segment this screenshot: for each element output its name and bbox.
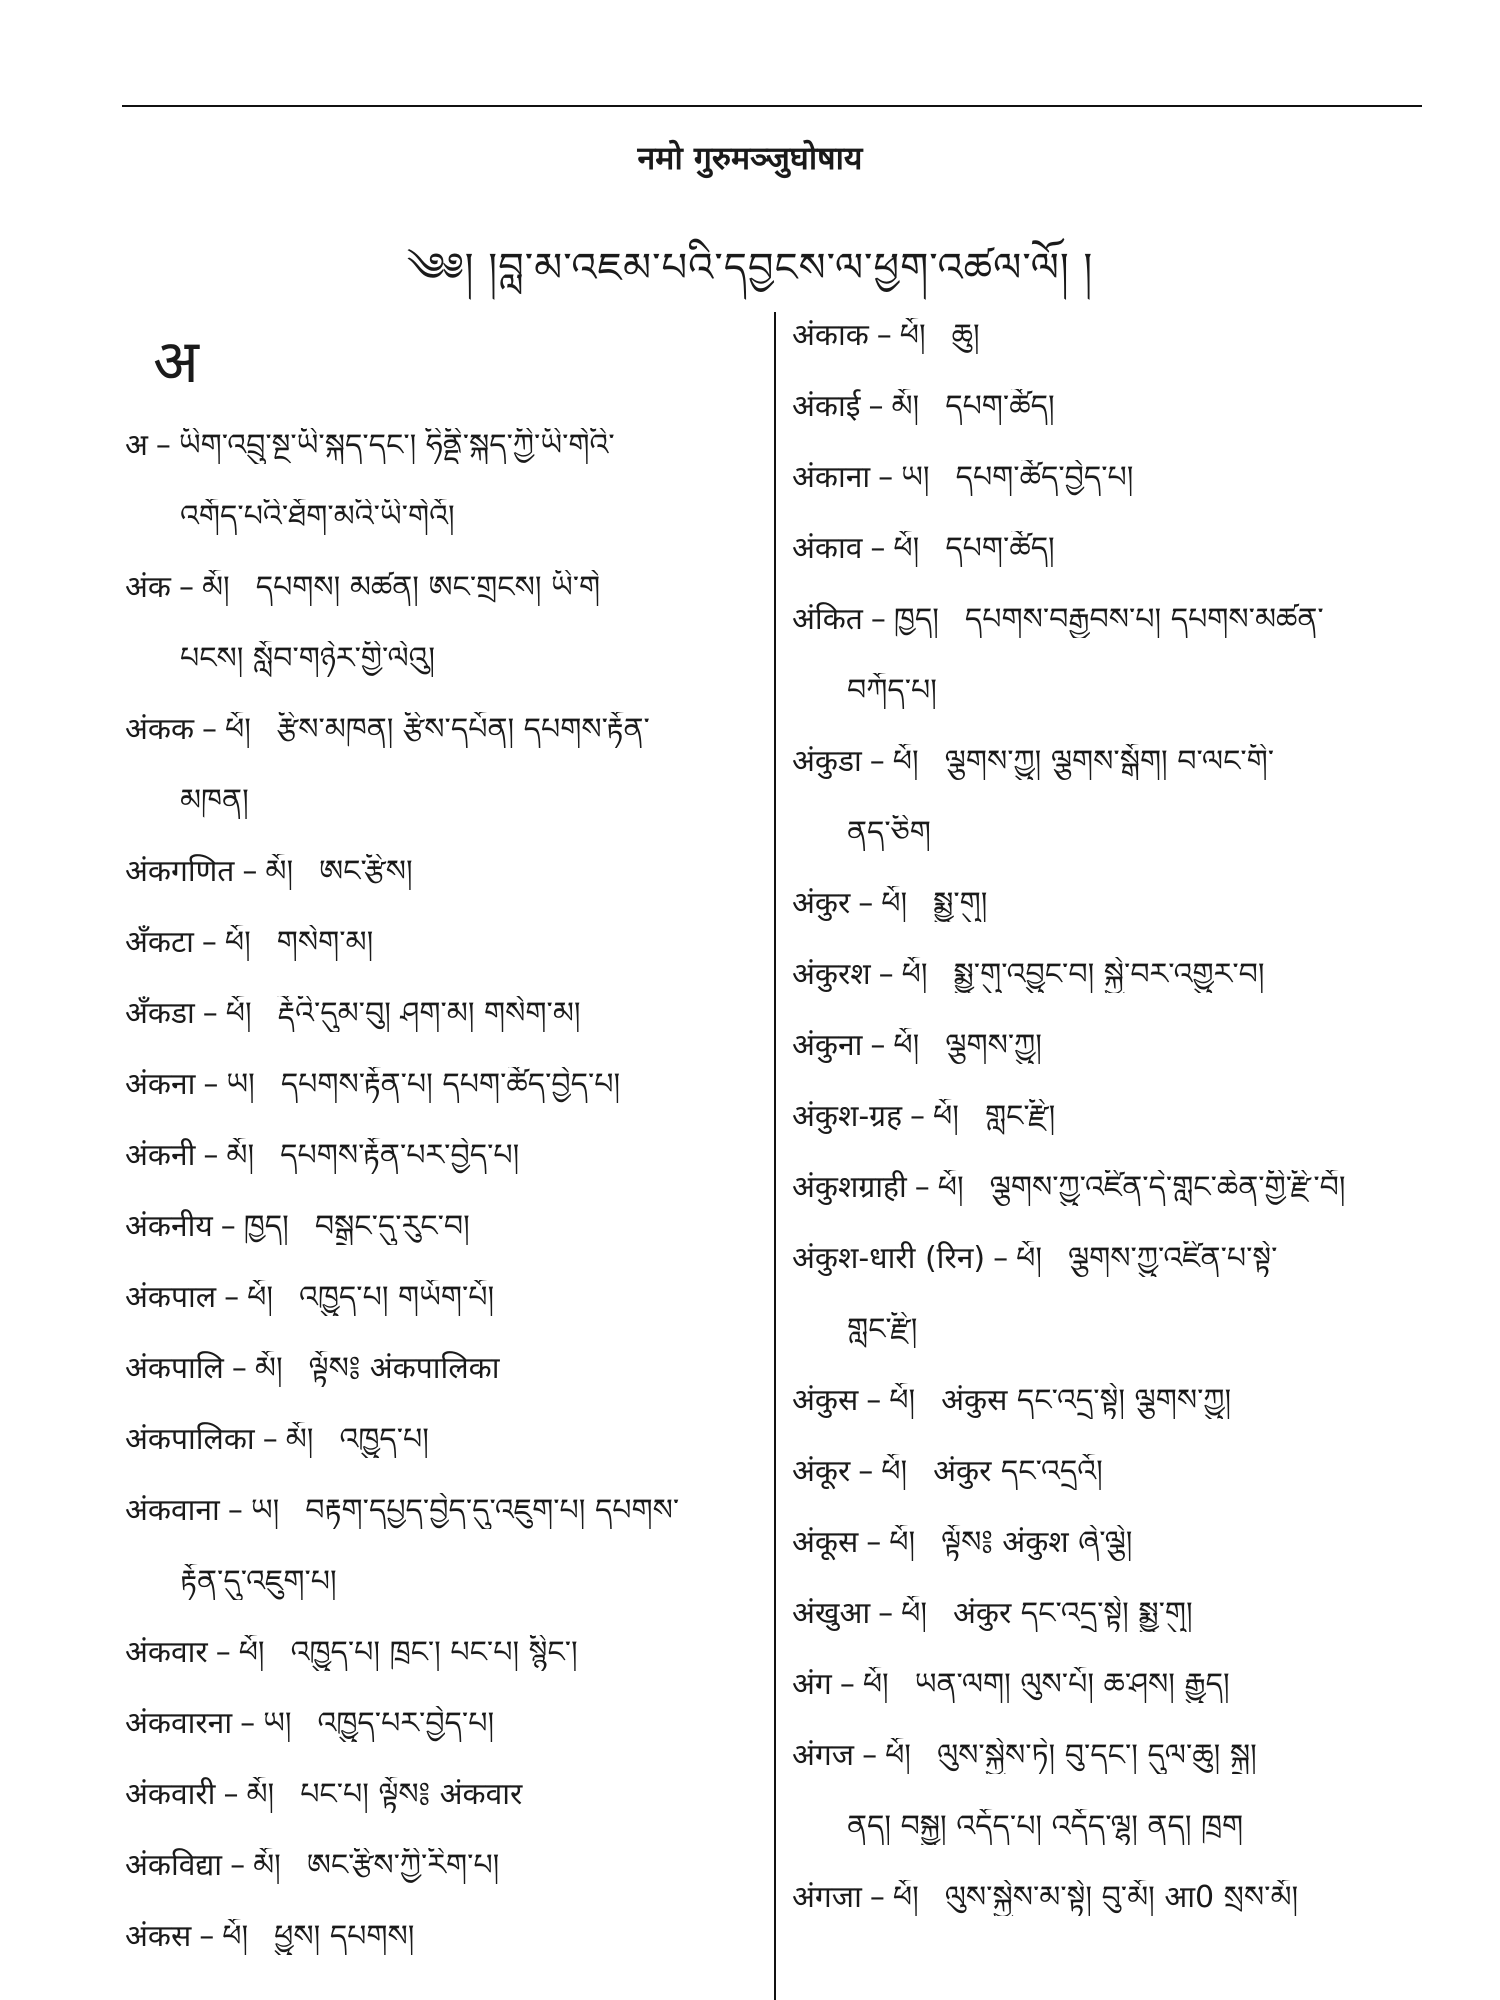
definition-text: སྨྱུ་གུ།: [933, 886, 988, 921]
grammar-tag: ཕོ།: [247, 1280, 274, 1315]
grammar-tag: ཕོ།: [901, 957, 928, 992]
grammar-tag: མོ།: [253, 1848, 281, 1883]
dictionary-entry: [125, 1777, 755, 1813]
headword: अंकुरश: [792, 957, 871, 992]
headword: अंकाई: [792, 389, 861, 424]
definition-text: अंकुर དང་འདྲའོ།: [933, 1454, 1103, 1489]
entry-first-line: [792, 1525, 1432, 1561]
headword: अँकडा: [125, 996, 195, 1031]
headword: अंक: [125, 570, 171, 605]
entry-continuation-line: [125, 641, 755, 677]
top-rule: [122, 105, 1422, 107]
dictionary-entry: [792, 602, 1432, 709]
grammar-tag: ཕོ།: [225, 996, 252, 1031]
grammar-tag: ཕོ།: [222, 1919, 249, 1954]
definition-text: རྩིས་མཁན། རྩིས་དཔོན། དཔགས་རྟོན་: [276, 712, 650, 747]
entry-first-line: [792, 1880, 1432, 1916]
definition-text: དཔགས། མཚན། ཨང་གྲངས། ཡི་གེ: [255, 570, 601, 605]
left-entry-list: [125, 428, 755, 1955]
dictionary-entry: [792, 1738, 1432, 1845]
definition-text: ལྕགས་ཀྱུ། ལྕགས་སྒོག། བ་ལང་གི་: [944, 744, 1275, 779]
entry-dash: –: [203, 1138, 219, 1173]
dictionary-entry: [792, 1880, 1432, 1916]
definition-text: བསྒྲང་དུ་རུང་བ།: [314, 1209, 470, 1244]
headword: अंकस: [125, 1919, 192, 1954]
headword: अंकूस: [792, 1525, 859, 1560]
headword: अंगज: [792, 1738, 855, 1773]
headword: अंकाना: [792, 460, 871, 495]
definition-text: དཔག་ཚོད།: [945, 531, 1055, 566]
definition-text: སྨྱུ་གུ་འབྱུང་བ། སྐྱེ་བར་འགྱུར་བ།: [953, 957, 1265, 992]
entry-dash: –: [240, 1706, 256, 1741]
dictionary-entry: [125, 1209, 755, 1245]
left-column: [125, 312, 755, 1990]
tibetan-invocation: ༄༅། །བླ་མ་འཇམ་པའི་དབྱངས་ལ་ཕྱག་འཚལ་ལོ། །: [406, 245, 1094, 291]
definition-text: ཕྱུས། དཔགས།: [274, 1919, 415, 1954]
entry-dash: –: [215, 1635, 231, 1670]
headword: अंकपाल: [125, 1280, 217, 1315]
dictionary-entry: [125, 925, 755, 961]
dictionary-entry: [792, 1525, 1432, 1561]
definition-text: ཡིག་འབྲུ་སྔ་ཡི་སྐད་དང་། ཧིནྡི་སྐད་ཀྱི་ཡི་གེའི་: [178, 428, 615, 463]
entry-dash: –: [910, 1099, 926, 1134]
grammar-tag: ཕོ།: [893, 1028, 920, 1063]
entry-first-line: [125, 1848, 755, 1884]
dictionary-entry: [125, 1280, 755, 1316]
entry-dash: –: [220, 1209, 236, 1244]
grammar-tag: མོ།: [246, 1777, 275, 1812]
entry-continuation-line: [792, 673, 1432, 709]
headword: अंगजा: [792, 1880, 862, 1915]
grammar-tag: མོ།: [226, 1138, 255, 1173]
entry-dash: –: [202, 996, 218, 1031]
definition-text: གླང་རྫི།: [847, 1312, 918, 1347]
definition-text: རྡོའི་དུམ་བུ། ཤག་མ། གསེག་མ།: [277, 996, 581, 1031]
entry-dash: –: [839, 1667, 855, 1702]
entry-dash: –: [866, 1383, 882, 1418]
entry-dash: –: [178, 570, 194, 605]
headword: अंकुडा: [792, 744, 862, 779]
grammar-tag: ཕོ།: [889, 1383, 916, 1418]
dictionary-entry: [792, 1383, 1432, 1419]
grammar-tag: མོ།: [285, 1422, 314, 1457]
entry-dash: –: [201, 925, 217, 960]
grammar-tag: ཡ།: [250, 1493, 280, 1528]
dictionary-entry: [792, 744, 1432, 851]
grammar-tag: ཕོ།: [937, 1170, 964, 1205]
entry-dash: –: [223, 1777, 239, 1812]
entry-first-line: [792, 744, 1432, 780]
grammar-tag: ཕོ།: [881, 886, 908, 921]
headword: अंकुना: [792, 1028, 863, 1063]
grammar-tag: ཕོ།: [893, 531, 920, 566]
column-divider: [774, 312, 776, 2000]
grammar-tag: ཁྱད།: [243, 1209, 289, 1244]
definition-text: འཁྱུད་པ། གཡོག་པོ།: [299, 1280, 495, 1315]
definition-text: ལྕགས་ཀྱུ་འཛིན་དེ་གླང་ཆེན་གྱི་རྫི་བོ།: [989, 1170, 1346, 1205]
definition-text: ལྟོས༔ अंकुश ཞེ་ལྕེ།: [941, 1525, 1133, 1560]
entry-first-line: [792, 957, 1432, 993]
grammar-tag: ཕོ།: [892, 744, 919, 779]
entry-dash: –: [231, 1351, 247, 1386]
entry-first-line: [125, 1067, 755, 1103]
dictionary-entry: [125, 854, 755, 890]
grammar-tag: ཡ།: [226, 1067, 255, 1102]
definition-text: དཔག་ཚོད།: [945, 389, 1055, 424]
grammar-tag: ཕོ།: [225, 712, 251, 747]
grammar-tag: ཕོ།: [892, 1880, 919, 1915]
entry-first-line: [125, 996, 755, 1032]
headword: अंकवारना: [125, 1706, 233, 1741]
dictionary-entry: [125, 1138, 755, 1174]
headword: अंकनी: [125, 1138, 196, 1173]
headword: अंकाक: [792, 318, 869, 353]
entry-first-line: [125, 1706, 755, 1742]
headword: अंकनीय: [125, 1209, 213, 1244]
definition-text: ལྕགས་ཀྱུ།: [945, 1028, 1042, 1063]
entry-dash: –: [262, 1422, 278, 1457]
entry-dash: –: [914, 1170, 930, 1205]
entry-first-line: [125, 1919, 755, 1955]
grammar-tag: ཕོ།: [889, 1525, 916, 1560]
entry-first-line: [792, 389, 1432, 425]
entry-first-line: [792, 602, 1432, 638]
entry-continuation-line: [125, 1564, 755, 1600]
entry-first-line: [125, 570, 755, 606]
entry-dash: –: [870, 531, 886, 566]
entry-dash: –: [202, 712, 217, 747]
grammar-tag: ཡ།: [263, 1706, 292, 1741]
headword: अंकूर: [792, 1454, 851, 1489]
definition-text: ནད། བསྐྱུ། འདོད་པ། འདོད་ལྷ། ནད། ཁྲག: [847, 1809, 1244, 1844]
entry-dash: –: [869, 1880, 885, 1915]
definition-text: མཁན།: [180, 783, 249, 818]
definition-text: གསེག་མ།: [276, 925, 374, 960]
definition-text: ཆུ།: [951, 318, 980, 353]
entry-first-line: [792, 1667, 1432, 1703]
entry-dash: –: [242, 854, 258, 889]
dictionary-entry: [792, 389, 1432, 425]
headword: अंकुश-ग्रह: [792, 1099, 903, 1134]
entry-first-line: [125, 1635, 755, 1671]
right-entry-list: [792, 318, 1432, 1916]
dictionary-entry: [792, 318, 1432, 354]
entry-dash: –: [862, 1738, 878, 1773]
definition-text: འཁྱུད་པར་བྱེད་པ།: [317, 1706, 495, 1741]
definition-text: དཔགས་བརྒྱབས་པ། དཔགས་མཚན་: [964, 602, 1324, 637]
entry-continuation-line: [125, 783, 755, 819]
entry-dash: –: [203, 1067, 219, 1102]
invocation-heading: नमो गुरुमञ्जुघोषाय: [637, 139, 863, 177]
entry-first-line: [125, 712, 755, 748]
headword: अंकवाना: [125, 1493, 220, 1528]
section-letter: अ: [153, 327, 199, 397]
entry-first-line: [792, 1099, 1432, 1135]
dictionary-entry: [125, 428, 755, 535]
definition-text: ནད་ཅིག: [847, 815, 931, 850]
definition-text: ལུས་སྐྱེས་ཏེ། བུ་དང་། དུལ་ཆུ། སྐྲ།: [936, 1738, 1257, 1773]
grammar-tag: ཕོ།: [885, 1738, 911, 1773]
dictionary-entry: [792, 886, 1432, 922]
dictionary-entry: [125, 570, 755, 677]
headword: अंकवारी: [125, 1777, 216, 1812]
entry-dash: –: [866, 1525, 882, 1560]
headword: अ: [125, 428, 148, 463]
entry-first-line: [125, 1493, 755, 1529]
definition-text: དཔགས་རྟོན་པ། དཔག་ཚོད་བྱེད་པ།: [280, 1067, 621, 1102]
grammar-tag: མོ།: [265, 854, 294, 889]
headword: अंकपालि: [125, 1351, 224, 1386]
entry-first-line: [792, 886, 1432, 922]
headword: अँकटा: [125, 925, 194, 960]
entry-first-line: [125, 1280, 755, 1316]
headword: अंकुश-धारी (रिन): [792, 1241, 986, 1276]
definition-text: དཔགས་རྟོན་པར་བྱེད་པ།: [280, 1138, 520, 1173]
entry-dash: –: [876, 318, 892, 353]
entry-first-line: [125, 1777, 755, 1813]
dictionary-entry: [792, 460, 1432, 496]
definition-text: ལྕགས་ཀྱུ་འཛིན་པ་སྟེ་: [1067, 1241, 1278, 1276]
entry-first-line: [125, 925, 755, 961]
dictionary-entry: [792, 1667, 1432, 1703]
grammar-tag: ཡ།: [901, 460, 930, 495]
headword: अंखुआ: [792, 1596, 871, 1631]
headword: अंकुशग्राही: [792, 1170, 907, 1205]
dictionary-entry: [792, 531, 1432, 567]
grammar-tag: མོ།: [254, 1351, 283, 1386]
definition-text: ཨང་རྩིས།: [319, 854, 413, 889]
entry-first-line: [792, 1241, 1432, 1277]
headword: अंकक: [125, 712, 194, 747]
dictionary-entry: [792, 1241, 1432, 1348]
grammar-tag: ཕོ།: [238, 1635, 265, 1670]
dictionary-entry: [792, 1454, 1432, 1490]
grammar-tag: ཕོ།: [1016, 1241, 1042, 1276]
dictionary-entry: [125, 712, 755, 819]
definition-text: གླང་རྫི།: [984, 1099, 1056, 1134]
dictionary-entry: [792, 1596, 1432, 1632]
grammar-tag: མོ།: [201, 570, 230, 605]
entry-dash: –: [878, 1596, 894, 1631]
entry-first-line: [792, 531, 1432, 567]
definition-text: འཁྱུད་པ།: [339, 1422, 429, 1457]
entry-first-line: [792, 1170, 1432, 1206]
entry-dash: –: [199, 1919, 215, 1954]
headword: अंकविद्या: [125, 1848, 223, 1883]
entry-first-line: [125, 1351, 755, 1387]
entry-first-line: [792, 1454, 1432, 1490]
entry-first-line: [125, 854, 755, 890]
definition-text: པངས། སློབ་གཉེར་གྱི་ལེའུ།: [180, 641, 436, 676]
definition-text: རྟོན་དུ་འཇུག་པ།: [180, 1564, 337, 1599]
dictionary-entry: [125, 1351, 755, 1387]
dictionary-entry: [792, 1170, 1432, 1206]
entry-continuation-line: [792, 1312, 1432, 1348]
grammar-tag: ཁྱད།: [893, 602, 939, 637]
grammar-tag: ཕོ།: [899, 318, 926, 353]
definition-text: ཨང་རྩིས་ཀྱི་རིག་པ།: [306, 1848, 500, 1883]
grammar-tag: ཕོ།: [862, 1667, 889, 1702]
entry-dash: –: [870, 602, 886, 637]
definition-text: ཡན་ལག། ལུས་པོ། ཆ་ཤས། རྒྱུད།: [914, 1667, 1230, 1702]
headword: अंकुस: [792, 1383, 859, 1418]
headword: अंकवार: [125, 1635, 208, 1670]
right-column: [792, 318, 1432, 1951]
definition-text: དཔག་ཚོད་བྱེད་པ།: [955, 460, 1134, 495]
entry-dash: –: [155, 428, 171, 463]
entry-first-line: [792, 1738, 1432, 1774]
entry-first-line: [125, 428, 755, 464]
entry-dash: –: [230, 1848, 246, 1883]
definition-text: འགོད་པའི་ཐོག་མའི་ཡི་གེའོ།: [180, 499, 455, 534]
headword: अंकुर: [792, 886, 851, 921]
dictionary-entry: [125, 1422, 755, 1458]
entry-dash: –: [870, 1028, 886, 1063]
dictionary-entry: [792, 1028, 1432, 1064]
entry-dash: –: [858, 1454, 874, 1489]
entry-first-line: [792, 1596, 1432, 1632]
headword: अंकगणित: [125, 854, 235, 889]
dictionary-entry: [792, 957, 1432, 993]
entry-first-line: [125, 1209, 755, 1245]
definition-text: པང་པ། ལྟོས༔ अंकवार: [300, 1777, 523, 1812]
entry-dash: –: [858, 886, 874, 921]
entry-dash: –: [869, 744, 885, 779]
entry-first-line: [792, 1028, 1432, 1064]
headword: अंकना: [125, 1067, 196, 1102]
entry-dash: –: [224, 1280, 240, 1315]
entry-dash: –: [878, 460, 894, 495]
grammar-tag: ཕོ།: [933, 1099, 959, 1134]
entry-continuation-line: [792, 815, 1432, 851]
definition-text: བརྟག་དཔྱད་བྱེད་དུ་འཇུག་པ། དཔགས་: [305, 1493, 680, 1528]
definition-text: ལྟོས༔ अंकपालिका: [308, 1351, 500, 1386]
dictionary-entry: [125, 1919, 755, 1955]
definition-text: ལུས་སྐྱེས་མ་སྟེ། བུ་མོ། आ0 སྲས་མོ།: [944, 1880, 1299, 1915]
dictionary-entry: [125, 1706, 755, 1742]
entry-dash: –: [868, 389, 884, 424]
entry-first-line: [792, 460, 1432, 496]
dictionary-entry: [125, 1493, 755, 1600]
grammar-tag: ཕོ།: [881, 1454, 908, 1489]
entry-first-line: [125, 1422, 755, 1458]
dictionary-entry: [792, 1099, 1432, 1135]
entry-dash: –: [878, 957, 894, 992]
entry-continuation-line: [792, 1809, 1432, 1845]
grammar-tag: མོ།: [891, 389, 920, 424]
headword: अंकित: [792, 602, 863, 637]
entry-continuation-line: [125, 499, 755, 535]
definition-text: འཁྱུད་པ། ཁྲང་། པང་པ། སྙིང་།: [290, 1635, 578, 1670]
entry-first-line: [792, 318, 1432, 354]
dictionary-entry: [125, 1067, 755, 1103]
definition-text: བཀོད་པ།: [847, 673, 937, 708]
headword: अंकाव: [792, 531, 863, 566]
definition-text: अंकुर དང་འདྲ་སྟེ། སྨྱུ་གུ།: [953, 1596, 1193, 1631]
dictionary-entry: [125, 1848, 755, 1884]
entry-dash: –: [993, 1241, 1009, 1276]
headword: अंकपालिका: [125, 1422, 255, 1457]
entry-first-line: [792, 1383, 1432, 1419]
entry-dash: –: [227, 1493, 243, 1528]
dictionary-entry: [125, 996, 755, 1032]
grammar-tag: ཕོ།: [901, 1596, 928, 1631]
entry-first-line: [125, 1138, 755, 1174]
definition-text: अंकुस དང་འདྲ་སྟེ། ལྕགས་ཀྱུ།: [941, 1383, 1232, 1418]
dictionary-entry: [125, 1635, 755, 1671]
grammar-tag: ཕོ།: [224, 925, 251, 960]
headword: अंग: [792, 1667, 832, 1702]
